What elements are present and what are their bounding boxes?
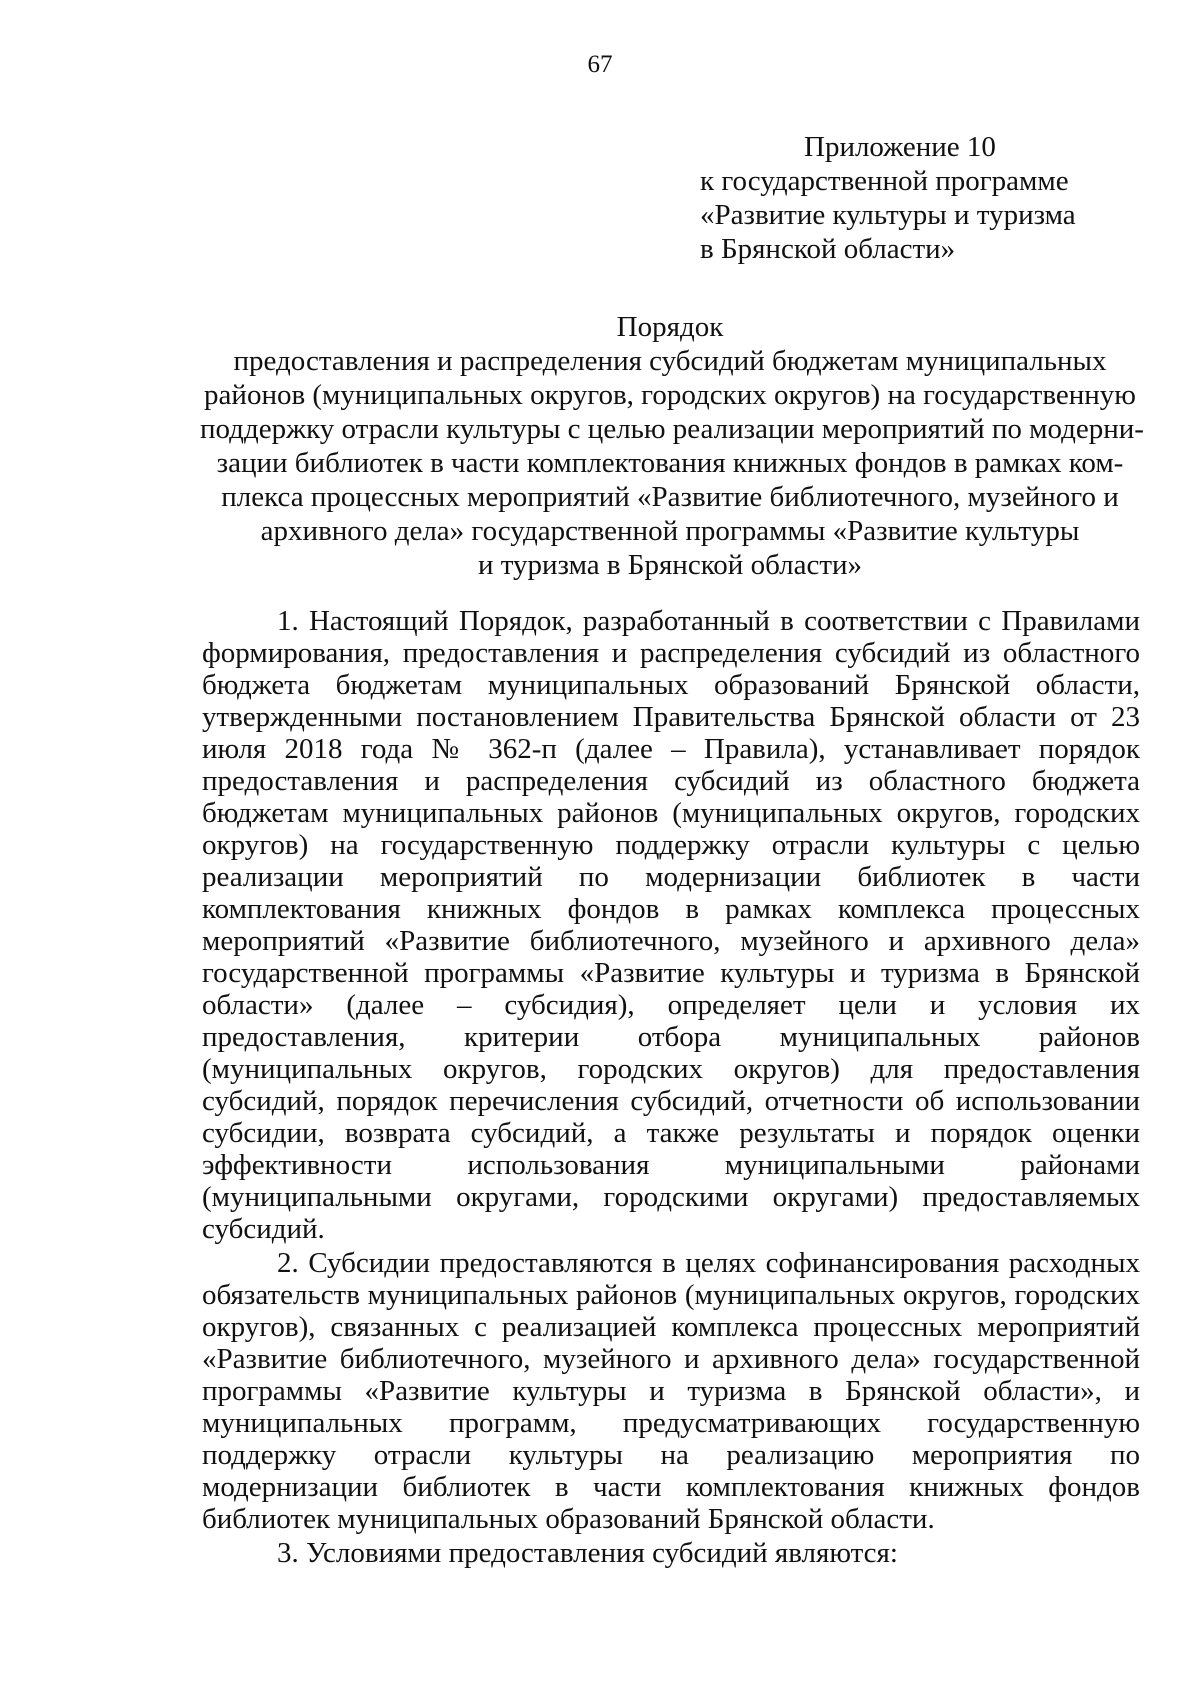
- paragraph-1: 1. Настоящий Порядок, разработанный в соответствии с Правилами формирования, предоставления и распределения субсидий из областного бюджета бюджетам муниципальных образований Брянской области, утвержденными постановлением Правительства Брянской области от 23 июля 2018 года № 362-п (далее – Правила), устанавливает порядок предоставления и распределения субсидий из областного бюджета бюджетам муниципальных районов (муниципальных округов, городских округов) на государственную поддержку отрасли культуры с целью реализации мероприятий по модернизации библиотек в части комплектования книжных фондов в рамках комплекса процессных мероприятий «Развитие библиотечного, музейного и архивного дела» государственной программы «Развитие культуры и туризма в Брянской области» (далее – субсидия), определяет цели и условия их предоставления, критерии отбора муниципальных районов (муниципальных округов, городских округов) для предоставления субсидий, порядок перечисления субсидий, отчетности об использовании субсидии, возврата субсидий, а также результаты и порядок оценки эффективности использования муниципальными районами (муниципальными округами, городскими округами) предоставляемых субсидий.: [202, 605, 1140, 1245]
- title-line: поддержку отрасли культуры с целью реализации мероприятий по модерни-: [200, 413, 1144, 445]
- title-line: районов (муниципальных округов, городских округов) на государственную: [204, 379, 1136, 411]
- document-title: [200, 310, 1144, 582]
- appendix-line-1: Приложение 10: [804, 131, 996, 163]
- document-body: [202, 605, 1140, 1571]
- title-line: предоставления и распределения субсидий бюджетам муниципальных: [233, 345, 1107, 377]
- title-heading: Порядок: [616, 311, 724, 343]
- paragraph-3: 3. Условиями предоставления субсидий являются:: [277, 1537, 898, 1569]
- appendix-line-4: в Брянской области»: [700, 233, 956, 265]
- appendix-block: [700, 130, 1120, 266]
- title-line: и туризма в Брянской области»: [477, 549, 863, 581]
- appendix-line-2: к государственной программе: [700, 165, 1069, 197]
- title-line: зации библиотек в части комплектования книжных фондов в рамках ком-: [216, 447, 1124, 479]
- paragraph-2: 2. Субсидии предоставляются в целях софинансирования расходных обязательств муниципальных районов (муниципальных округов, городских округов), связанных с реализацией комплекса процессных мероприятий «Развитие библиотечного, музейного и архивного дела» государственной программы «Развитие культуры и туризма в Брянской области», и муниципальных программ, предусматривающих государственную поддержку отрасли культуры на реализацию мероприятия по модернизации библиотек в части комплектования книжных фондов библиотек муниципальных образований Брянской области.: [202, 1247, 1140, 1535]
- appendix-line-3: «Развитие культуры и туризма: [700, 199, 1076, 231]
- page-number: 67: [587, 51, 613, 78]
- title-line: архивного дела» государственной программы «Развитие культуры: [260, 515, 1080, 547]
- title-line: плекса процессных мероприятий «Развитие библиотечного, музейного и: [221, 481, 1119, 513]
